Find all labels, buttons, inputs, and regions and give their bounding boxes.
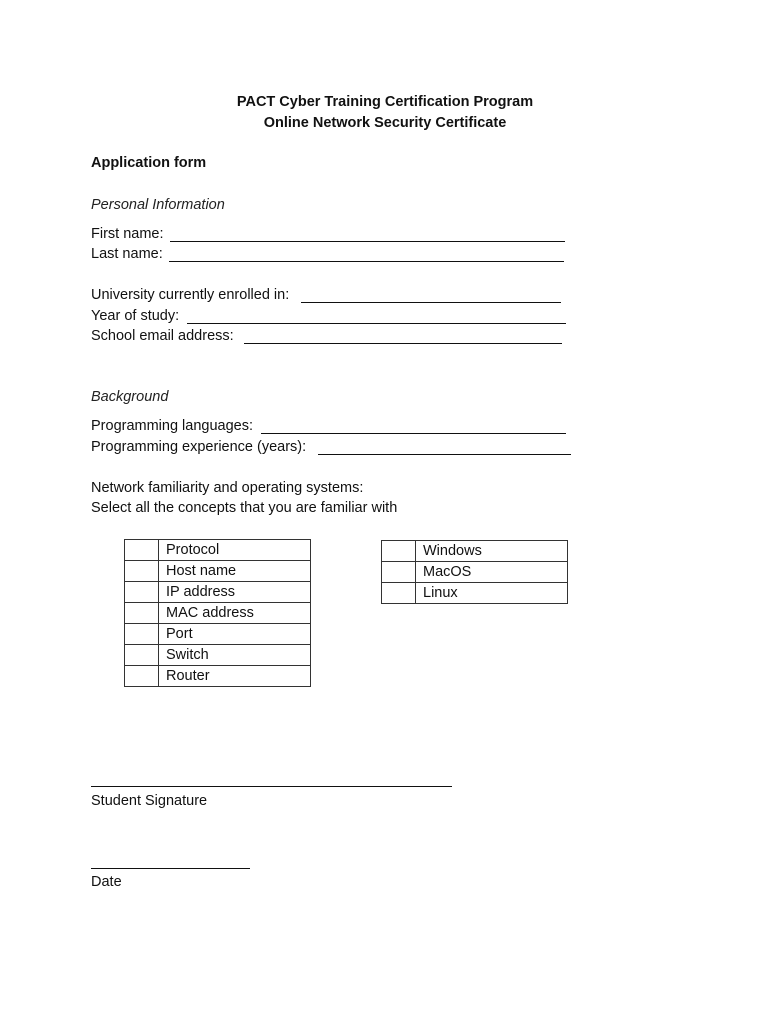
programming-experience-field[interactable] (318, 454, 571, 455)
table-row (382, 562, 568, 583)
program-title: PACT Cyber Training Certification Program (236, 94, 534, 110)
programming-languages-field[interactable] (261, 433, 566, 434)
concept-label: IP address (159, 582, 311, 603)
university-field[interactable] (301, 302, 561, 303)
concepts-checklist (124, 539, 311, 687)
concept-checkbox-ip-address[interactable] (125, 582, 159, 603)
table-row (125, 645, 311, 666)
first-name-label: First name: (91, 226, 164, 242)
school-email-field[interactable] (244, 343, 562, 344)
concept-checkbox-router[interactable] (125, 666, 159, 687)
certificate-title: Online Network Security Certificate (263, 115, 507, 131)
programming-languages-label: Programming languages: (91, 418, 254, 434)
concept-label: Switch (159, 645, 311, 666)
last-name-field[interactable] (169, 261, 564, 262)
table-row (125, 561, 311, 582)
concept-label: Host name (159, 561, 311, 582)
concept-checkbox-mac-address[interactable] (125, 603, 159, 624)
concept-label: Protocol (159, 540, 311, 561)
year-of-study-field[interactable] (187, 323, 566, 324)
personal-info-heading: Personal Information (91, 197, 225, 213)
table-row (382, 583, 568, 604)
table-row (125, 666, 311, 687)
os-label: MacOS (416, 562, 568, 583)
os-label: Windows (416, 541, 568, 562)
date-line[interactable] (91, 868, 250, 869)
form-title: Application form (91, 155, 207, 171)
os-checkbox-macos[interactable] (382, 562, 416, 583)
programming-experience-label: Programming experience (years): (91, 439, 307, 455)
background-heading: Background (91, 389, 169, 405)
student-signature-label: Student Signature (91, 793, 208, 809)
concept-label: Port (159, 624, 311, 645)
os-checklist (381, 540, 568, 604)
concept-checkbox-switch[interactable] (125, 645, 159, 666)
network-select-instruction: Select all the concepts that you are familiar with (91, 500, 398, 516)
concept-label: Router (159, 666, 311, 687)
os-label: Linux (416, 583, 568, 604)
table-row (125, 603, 311, 624)
university-label: University currently enrolled in: (91, 287, 290, 303)
last-name-label: Last name: (91, 246, 163, 262)
table-row (125, 582, 311, 603)
first-name-field[interactable] (170, 241, 565, 242)
table-row (125, 540, 311, 561)
concept-label: MAC address (159, 603, 311, 624)
concept-checkbox-host-name[interactable] (125, 561, 159, 582)
date-label: Date (91, 874, 122, 890)
os-checkbox-windows[interactable] (382, 541, 416, 562)
table-row (125, 624, 311, 645)
concept-checkbox-port[interactable] (125, 624, 159, 645)
signature-line[interactable] (91, 786, 452, 787)
table-row (382, 541, 568, 562)
os-checkbox-linux[interactable] (382, 583, 416, 604)
concept-checkbox-protocol[interactable] (125, 540, 159, 561)
school-email-label: School email address: (91, 328, 234, 344)
network-familiarity-intro: Network familiarity and operating systems: (91, 480, 364, 496)
year-of-study-label: Year of study: (91, 308, 180, 324)
